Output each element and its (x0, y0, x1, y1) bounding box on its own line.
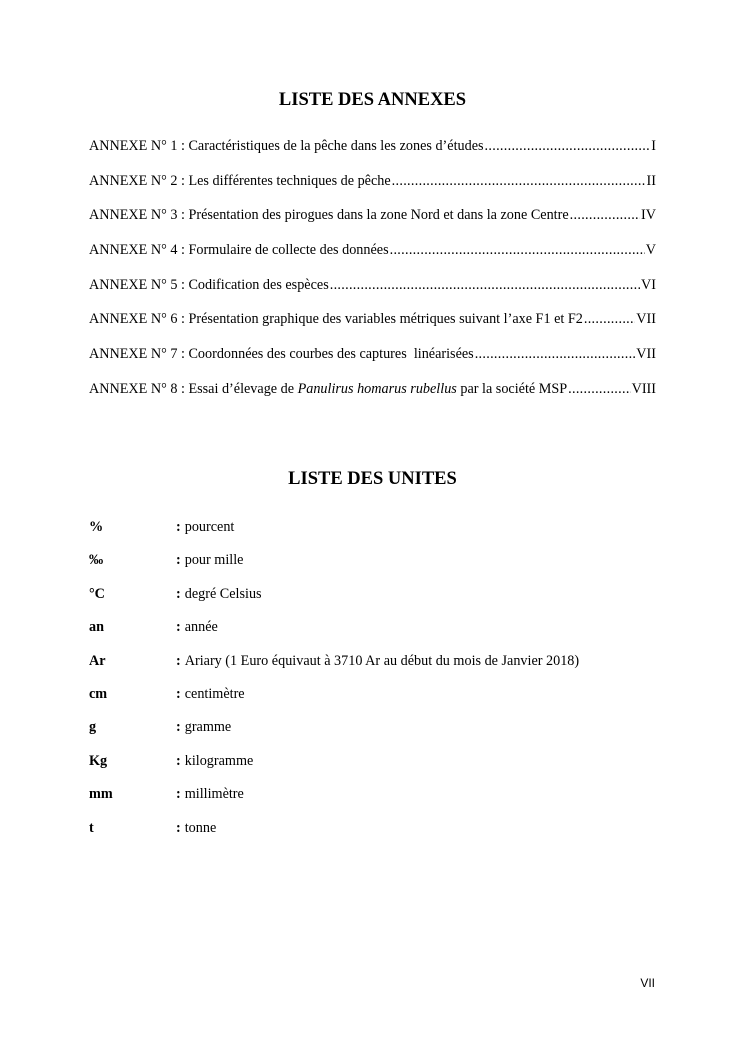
unit-row (89, 617, 669, 650)
page-number: VII (640, 976, 655, 990)
unit-row (89, 584, 669, 617)
unit-separator: : (176, 619, 181, 636)
dot-leader (390, 240, 645, 260)
units-list (89, 517, 669, 851)
unit-row (89, 751, 669, 784)
annex-entry-page: IV (641, 207, 656, 224)
unit-separator: : (176, 685, 181, 702)
unit-row (89, 818, 669, 851)
unit-definition: gramme (184, 719, 232, 736)
unit-separator: : (176, 819, 181, 836)
annex-entry-2 (89, 171, 656, 206)
annex-entry-page: VII (636, 346, 656, 363)
unit-row (89, 784, 669, 817)
annex-entry-text: ANNEXE N° 4 : Formulaire de collecte des données (89, 242, 389, 259)
unit-row (89, 651, 669, 684)
annex-entry-text: ANNEXE N° 3 : Présentation des pirogues dans la zone Nord et dans la zone Centre (89, 207, 569, 224)
unit-row (89, 517, 669, 550)
unit-definition: Ariary (1 Euro équivaut à 3710 Ar au début du mois de Janvier 2018) (184, 652, 580, 669)
annexes-heading: LISTE DES ANNEXES (278, 90, 467, 110)
unit-separator: : (176, 519, 181, 535)
unit-definition: pour mille (184, 552, 244, 569)
unit-separator: : (176, 719, 181, 736)
unit-separator: : (176, 786, 181, 803)
annex-entry-1 (89, 136, 656, 171)
annex-entry-page: II (646, 172, 656, 189)
unit-abbreviation: g (89, 719, 97, 736)
unit-abbreviation: Ar (89, 652, 106, 669)
annexes-list (89, 136, 656, 414)
annex-entry-text: ANNEXE N° 7 : Coordonnées des courbes des captures linéarisées (89, 346, 474, 363)
dot-leader (485, 136, 651, 156)
unit-definition: degré Celsius (184, 585, 262, 602)
annex-entry-text: ANNEXE N° 2 : Les différentes techniques de pêche (89, 172, 391, 189)
annex-entry-3 (89, 205, 656, 240)
dot-leader (568, 379, 630, 399)
annex-entry-page: VII (636, 311, 656, 328)
unit-row (89, 717, 669, 750)
unit-definition: centimètre (184, 685, 245, 702)
unit-abbreviation: % (89, 519, 104, 535)
unit-separator: : (176, 752, 181, 769)
unit-abbreviation: t (89, 819, 94, 836)
unit-abbreviation: mm (89, 786, 113, 803)
annex-entry-text: ANNEXE N° 1 : Caractéristiques de la pêche dans les zones d’études (89, 138, 484, 154)
unit-definition: kilogramme (184, 752, 254, 769)
unit-abbreviation: an (89, 619, 104, 636)
annex-entry-4 (89, 240, 656, 275)
units-heading: LISTE DES UNITES (288, 469, 457, 489)
unit-abbreviation: ‰ (89, 552, 104, 569)
annex-entry-5 (89, 275, 656, 310)
annex-entry-text: ANNEXE N° 6 : Présentation graphique des variables métriques suivant l’axe F1 et F2 (89, 311, 583, 328)
dot-leader (475, 344, 636, 364)
annex-entry-text-start: ANNEXE N° 8 : Essai d’élevage de (89, 380, 298, 397)
annex-entry-page: VIII (631, 380, 656, 397)
unit-separator: : (176, 585, 181, 602)
unit-definition: millimètre (184, 786, 244, 803)
unit-definition: tonne (184, 819, 217, 836)
unit-definition: pourcent (184, 519, 235, 535)
annex-entry-text (89, 379, 567, 399)
dot-leader (584, 309, 635, 329)
unit-abbreviation: cm (89, 685, 108, 702)
unit-definition: année (184, 619, 218, 636)
unit-row (89, 684, 669, 717)
dot-leader (570, 205, 640, 225)
dot-leader (330, 275, 640, 295)
annex-entry-page: I (651, 138, 656, 154)
annex-entry-page: V (645, 242, 656, 259)
unit-separator: : (176, 552, 181, 569)
species-name-italic: Panulirus homarus rubellus (297, 380, 457, 397)
unit-abbreviation: Kg (89, 752, 108, 769)
unit-abbreviation: °C (89, 585, 105, 602)
dot-leader (392, 171, 646, 191)
unit-separator: : (176, 652, 181, 669)
annex-entry-6 (89, 309, 656, 344)
annex-entry-8 (89, 379, 656, 414)
annex-entry-7 (89, 344, 656, 379)
annex-entry-text: ANNEXE N° 5 : Codification des espèces (89, 276, 329, 293)
annex-entry-page: VI (641, 276, 656, 293)
annex-entry-text-end: par la société MSP (456, 380, 568, 397)
unit-row (89, 550, 669, 583)
